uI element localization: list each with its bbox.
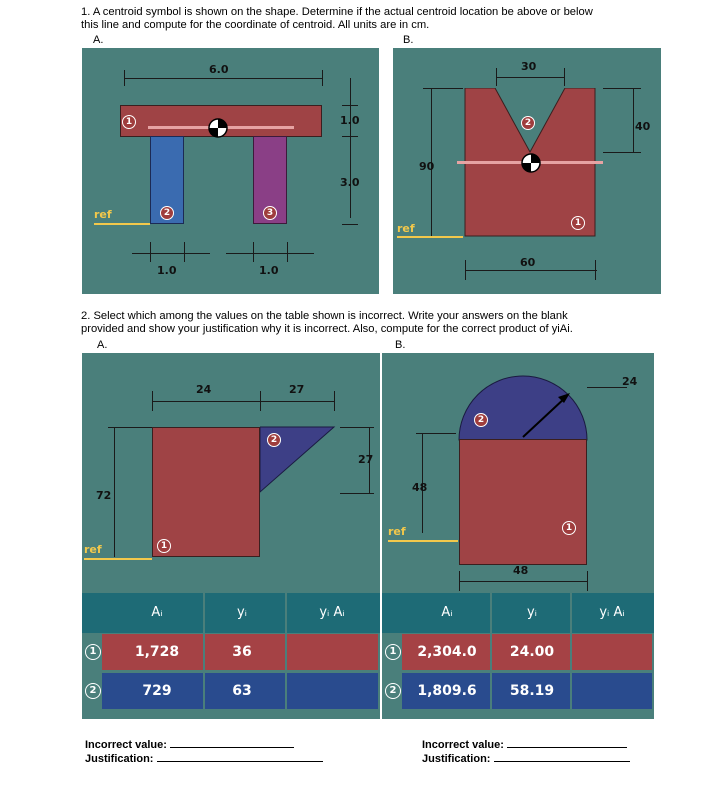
dim-top-1: 24 xyxy=(196,383,212,396)
cell-y: 58.19 xyxy=(509,683,555,699)
dim-bottom-2: 1.0 xyxy=(259,264,279,277)
incorrect-label-a: Incorrect value: xyxy=(85,739,167,751)
answer-b-incorrect xyxy=(422,737,627,751)
dim-left-2b: 48 xyxy=(412,481,428,494)
dim-bottom-2b: 48 xyxy=(513,564,529,577)
answer-b-justification xyxy=(422,751,630,765)
figure-2a xyxy=(82,353,380,593)
part-1-marker: 1 xyxy=(122,115,136,129)
ref-label-2a: ref xyxy=(84,543,102,556)
rectangle-1 xyxy=(152,427,260,557)
part-2-marker: 2 xyxy=(160,206,174,220)
question-2-line-1: 2. Select which among the values on the table shown is incorrect. Write your answers on the blank xyxy=(81,310,568,322)
label-1b: B. xyxy=(403,34,414,46)
table-a xyxy=(82,593,380,719)
rectangle-1b xyxy=(459,439,587,565)
label-2a: A. xyxy=(97,339,108,351)
part-2-marker-2a: 2 xyxy=(267,433,281,447)
justification-label-b: Justification: xyxy=(422,753,491,765)
ref-label-2b: ref xyxy=(388,525,406,538)
ref-label: ref xyxy=(94,208,112,221)
dim-left-2a: 72 xyxy=(96,489,112,502)
header-y: yᵢ xyxy=(236,605,248,620)
label-1a: A. xyxy=(93,34,104,46)
incorrect-label-b: Incorrect value: xyxy=(422,739,504,751)
cell-a: 1,809.6 xyxy=(417,683,477,699)
label-2b: B. xyxy=(395,339,406,351)
ref-label-b: ref xyxy=(397,222,415,235)
figure-1a xyxy=(82,48,379,294)
centroid-symbol-b-icon xyxy=(520,152,542,174)
header-a: Aᵢ xyxy=(151,605,163,620)
dim-right-2: 3.0 xyxy=(340,176,360,189)
figure-1b xyxy=(393,48,661,294)
question-2-line-2: provided and show your justification why it is incorrect. Also, compute for the correct product of yiAi. xyxy=(81,323,573,335)
incorrect-blank-b[interactable] xyxy=(507,737,627,748)
cell-y: 63 xyxy=(232,683,252,699)
row-id: 1 xyxy=(385,644,401,660)
question-1-line-1: 1. A centroid symbol is shown on the shape. Determine if the actual centroid location be above or below xyxy=(81,6,593,18)
header-y: yᵢ xyxy=(526,605,538,620)
cell-y: 36 xyxy=(232,644,252,660)
incorrect-blank-a[interactable] xyxy=(170,737,294,748)
question-1-line-2: this line and compute for the coordinate of centroid. All units are in cm. xyxy=(81,19,430,31)
dim-bottom-1: 1.0 xyxy=(157,264,177,277)
dim-width: 6.0 xyxy=(209,63,229,76)
justification-blank-a[interactable] xyxy=(157,751,323,762)
part-2-marker-b: 2 xyxy=(521,116,535,130)
centroid-symbol-icon xyxy=(207,117,229,139)
justification-label-a: Justification: xyxy=(85,753,154,765)
header-ya: yᵢ Aᵢ xyxy=(319,605,345,620)
part-3-marker: 3 xyxy=(263,206,277,220)
dim-right: 40 xyxy=(635,120,651,133)
cell-a: 1,728 xyxy=(134,644,180,660)
header-ya: yᵢ Aᵢ xyxy=(599,605,625,620)
answer-a-justification xyxy=(85,751,323,765)
part-1-marker-2b: 1 xyxy=(562,521,576,535)
semicircle-2 xyxy=(458,375,588,441)
part-2-marker-2b: 2 xyxy=(474,413,488,427)
header-a: Aᵢ xyxy=(441,605,453,620)
dim-right-2a: 27 xyxy=(358,453,374,466)
row-id: 1 xyxy=(85,644,101,660)
part-1-marker-2a: 1 xyxy=(157,539,171,553)
cell-a: 729 xyxy=(142,683,172,699)
justification-blank-b[interactable] xyxy=(494,751,630,762)
part-1-marker-b: 1 xyxy=(571,216,585,230)
dim-right-1: 1.0 xyxy=(340,114,360,127)
dim-top-2: 27 xyxy=(289,383,305,396)
dim-radius: 24 xyxy=(622,375,638,388)
dim-left: 90 xyxy=(419,160,435,173)
cell-a: 2,304.0 xyxy=(417,644,477,660)
row-id: 2 xyxy=(85,683,101,699)
dim-top: 30 xyxy=(521,60,537,73)
table-b xyxy=(382,593,654,719)
row-id: 2 xyxy=(385,683,401,699)
figure-2b xyxy=(382,353,654,593)
cell-y: 24.00 xyxy=(509,644,555,660)
dim-bottom: 60 xyxy=(520,256,536,269)
answer-a-incorrect xyxy=(85,737,294,751)
